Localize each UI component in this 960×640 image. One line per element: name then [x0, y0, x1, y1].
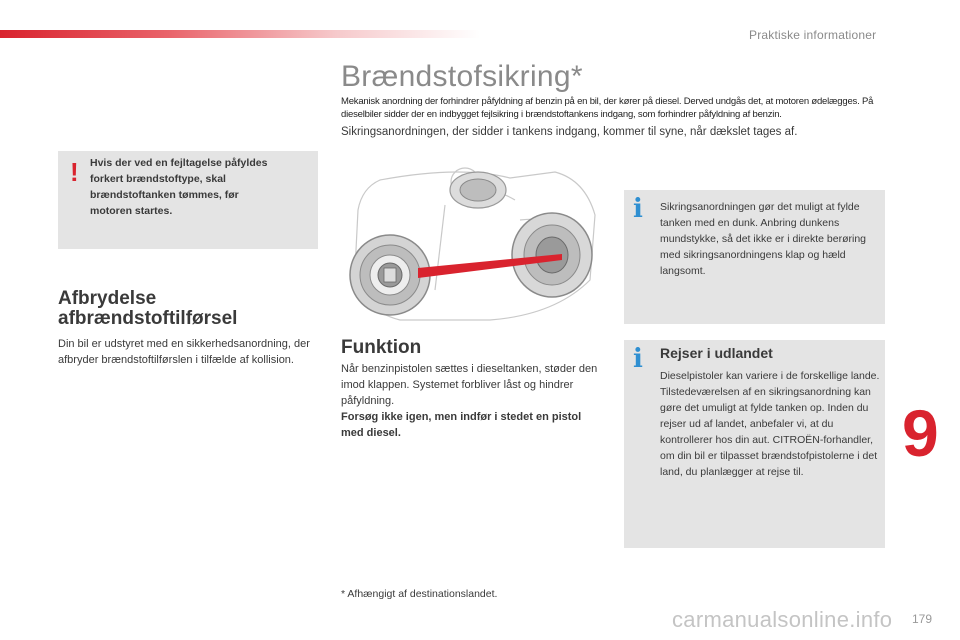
- info-udlandet-title: Rejser i udlandet: [660, 345, 773, 361]
- page-number: 179: [912, 612, 933, 626]
- lead-paragraph: Sikringsanordningen, der sidder i tankens indgang, kommer til syne, når dækslet tages af.: [341, 126, 798, 138]
- section-title: Praktiske informationer: [749, 28, 877, 42]
- funktion-body: [341, 361, 606, 441]
- heading-funktion: Funktion: [341, 337, 422, 358]
- info-dunk-text: Sikringsanordningen gør det muligt at fylde tanken med en dunk. Anbring dunkens mundstykke, så det ikke er i direkte berøring med sikringsanordningens klap og hæld langsomt.: [660, 201, 867, 277]
- overlay-description: Mekanisk anordning der forhindrer påfyldning af benzin på en bil, der kører på diesel. Derved undgås det, at motoren ødelægges. På dieselbiler sidder der en indbygget fejlsikring i brændstoftankens indgang, som forhindrer påfyldning af benzin.: [341, 96, 874, 120]
- warning-icon: !: [70, 157, 79, 187]
- chapter-number: 9: [902, 396, 939, 470]
- header-accent-bar: [0, 30, 480, 38]
- info-box-udlandet: [624, 340, 885, 548]
- footnote: * Afhængigt af destinationslandet.: [341, 588, 498, 600]
- info-udlandet-text: Dieselpistoler kan variere i de forskellige lande. Tilstedeværelsen af en sikringsanordning kan gøre det umuligt at fylde tanken op. Inden du rejser ud af landet, anbefaler vi, at du kontrollerer hos din aut. CITROËN-forhandler, om din bil er tilpasset brændstofpistolerne i det land, du planlægger at rejse til.: [660, 370, 880, 478]
- funktion-text: Når benzinpistolen sættes i dieseltanken, støder den imod klappen. Systemet forbliver låst og hindrer påfyldning.: [341, 363, 598, 407]
- info-box-dunk: [624, 190, 885, 324]
- info-icon: i: [633, 344, 643, 374]
- page-title: Brændstofsikring*: [341, 60, 583, 93]
- funktion-bold-text: Forsøg ikke igen, men indfør i stedet en pistol med diesel.: [341, 411, 582, 439]
- fuel-inlet-illustration: [340, 160, 610, 330]
- warning-box: [58, 151, 318, 249]
- info-icon: i: [633, 194, 643, 224]
- heading-afbrydelse: Afbrydelse afbrændstoftilførsel: [58, 288, 238, 329]
- watermark: carmanualsonline.info: [672, 607, 893, 632]
- afbrydelse-body: Din bil er udstyret med en sikkerhedsanordning, der afbryder brændstoftilførslen i tilfælde af kollision.: [58, 338, 310, 366]
- warning-text: Hvis der ved en fejltagelse påfyldes forkert brændstoftype, skal brændstoftanken tømmes, før motoren startes.: [90, 157, 268, 217]
